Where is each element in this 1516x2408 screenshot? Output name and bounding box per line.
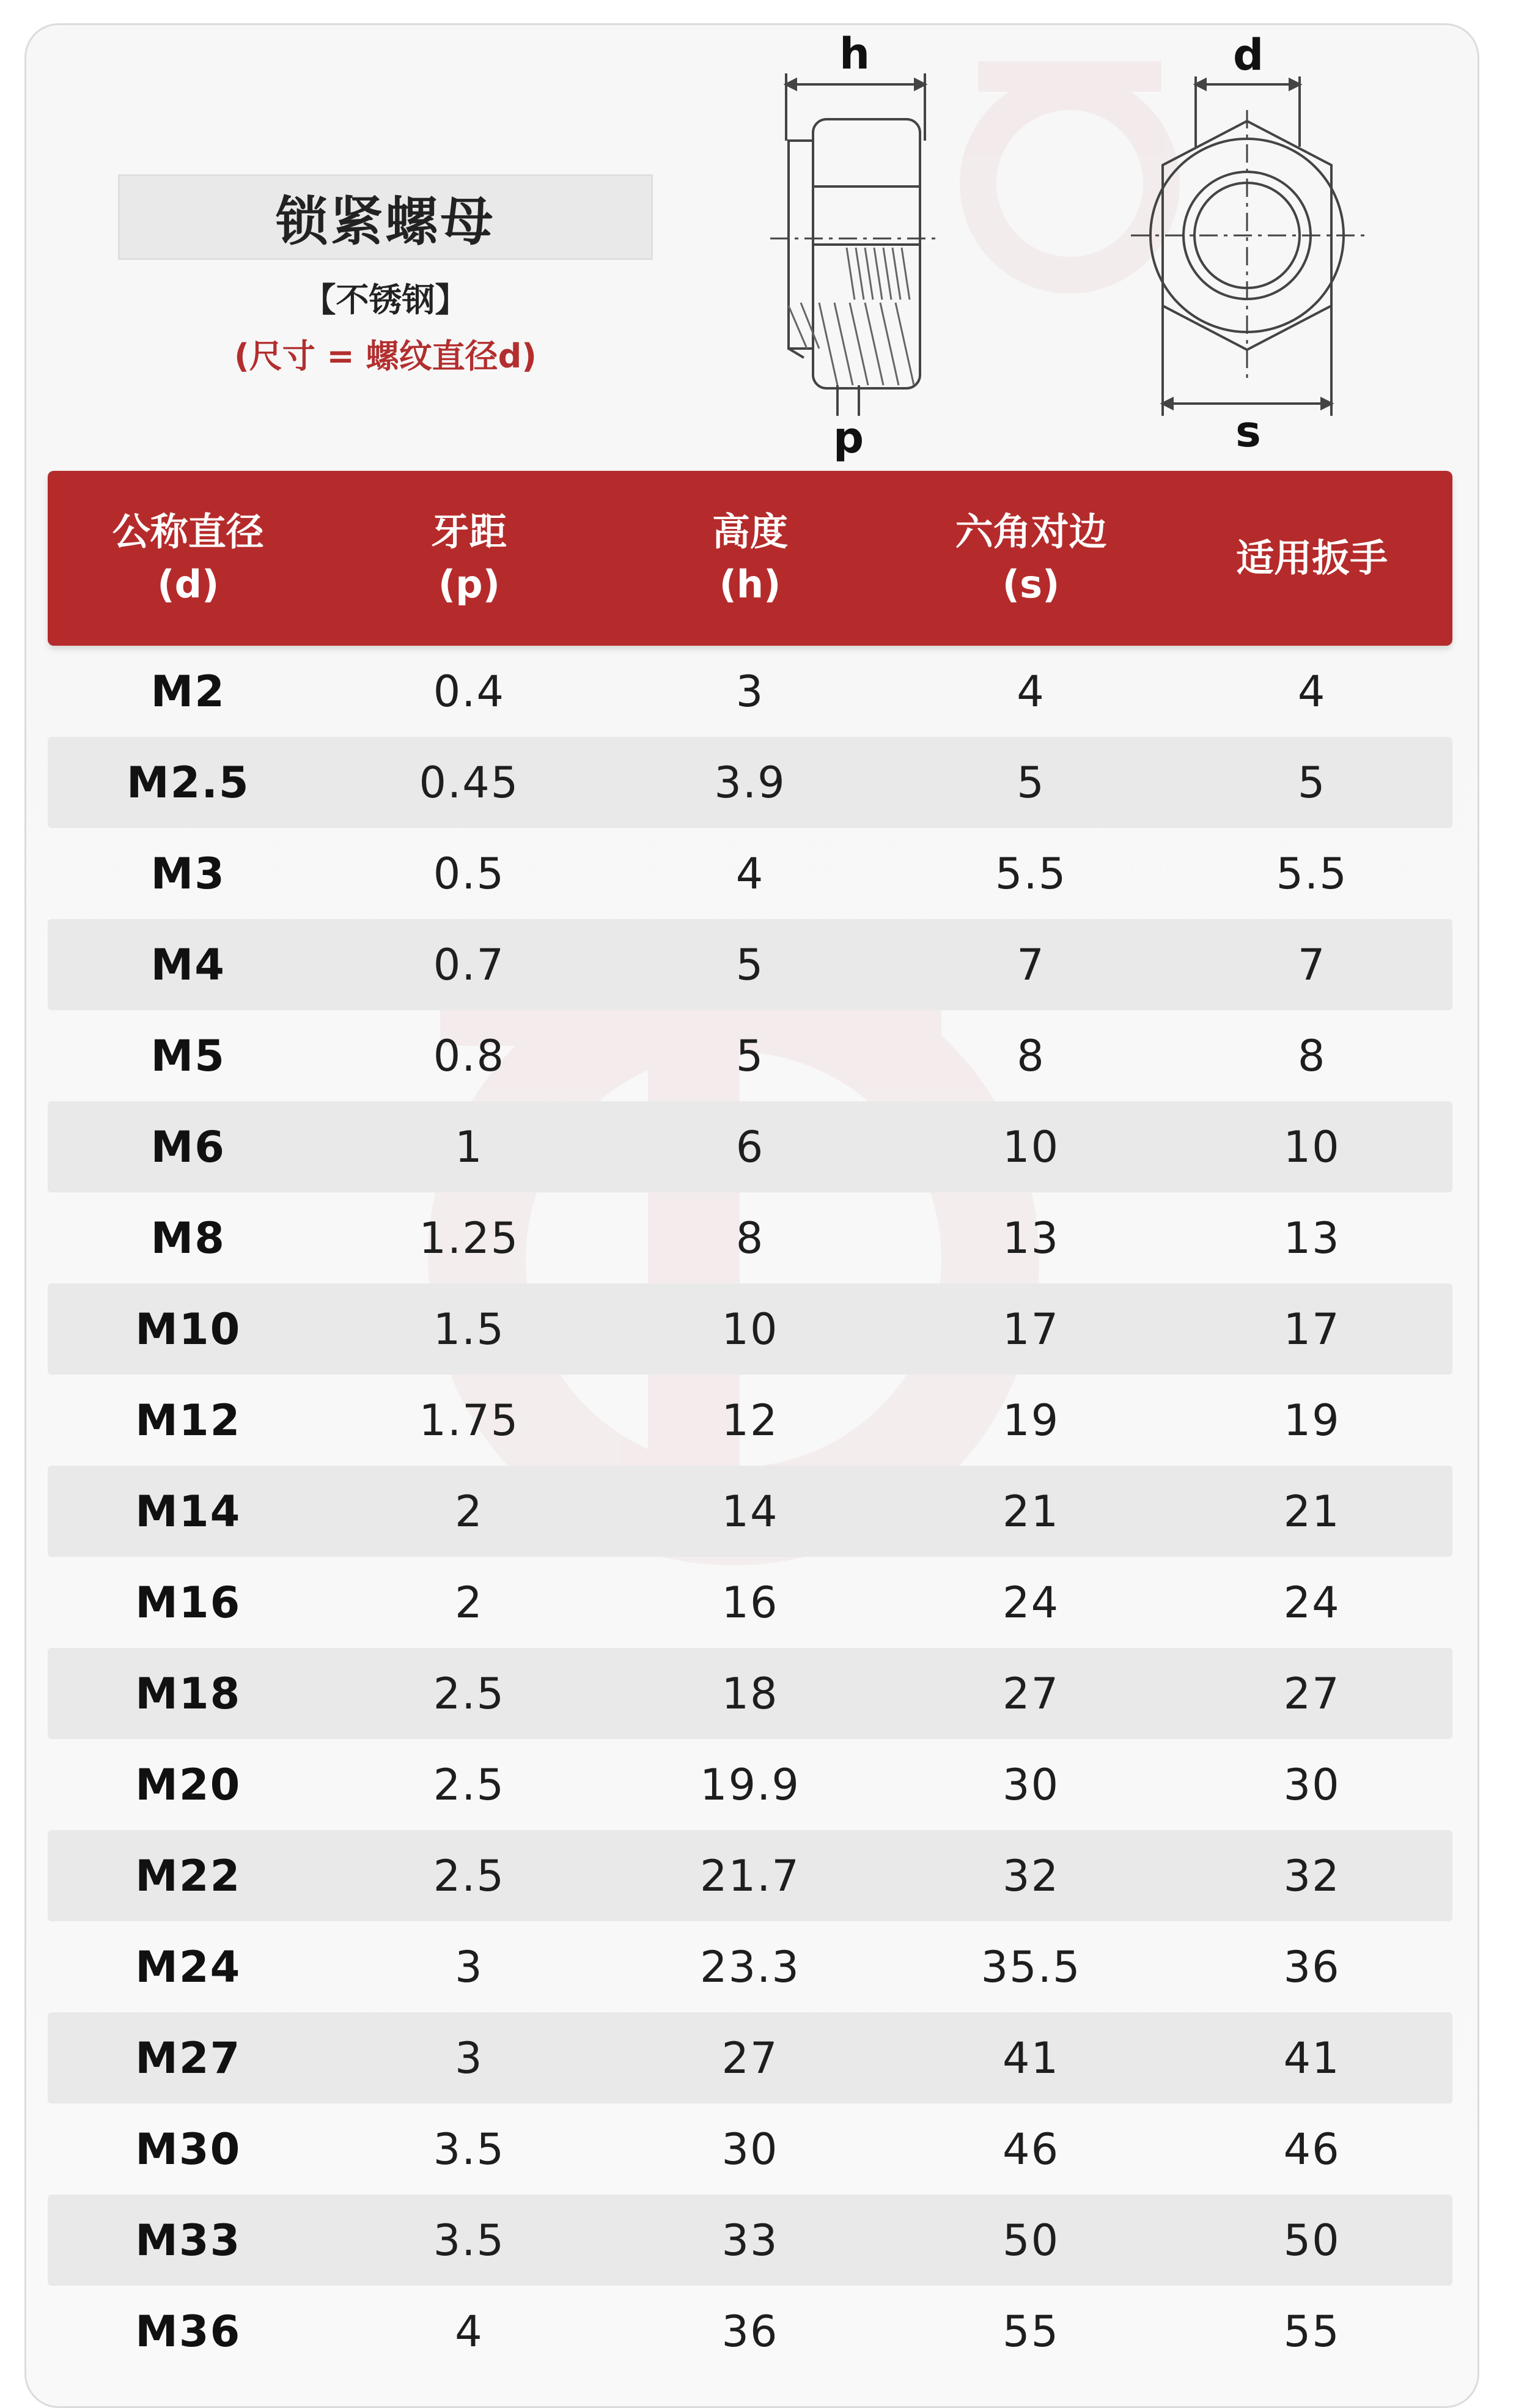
table-cell: 32 — [1003, 1850, 1060, 1901]
table-cell: 2 — [455, 1486, 484, 1537]
table-cell: 32 — [1283, 1850, 1341, 1901]
table-cell: 4 — [455, 2306, 484, 2357]
table-cell: 16 — [721, 1577, 779, 1628]
table-row — [48, 2286, 1452, 2377]
dimension-d-label: d — [1232, 30, 1264, 80]
table-cell: M24 — [135, 1941, 241, 1992]
table-cell: M22 — [135, 1850, 241, 1901]
table-row — [48, 1739, 1452, 1830]
table-cell: 13 — [1003, 1213, 1060, 1263]
table-cell: M27 — [135, 2033, 241, 2083]
product-title: 锁紧螺母 — [118, 174, 653, 260]
size-note: (尺寸 = 螺纹直径d) — [234, 337, 537, 375]
table-cell: 1.75 — [419, 1395, 520, 1446]
table-cell: 19 — [1003, 1395, 1060, 1446]
table-row — [48, 1375, 1452, 1466]
table-row — [48, 2012, 1452, 2103]
table-cell: 30 — [1003, 1759, 1060, 1810]
table-cell: M36 — [135, 2306, 241, 2357]
column-header-wrench: 适用扳手 — [1236, 536, 1388, 580]
dimension-p-label: p — [833, 413, 864, 463]
table-cell: 0.8 — [433, 1030, 506, 1081]
table-row — [48, 646, 1452, 737]
column-header-pitch: 牙距 (p) — [431, 509, 507, 607]
table-cell: 36 — [721, 2306, 779, 2357]
table-cell: 5.5 — [1276, 848, 1348, 899]
table-cell: 23.3 — [700, 1941, 800, 1992]
table-row — [48, 1283, 1452, 1375]
table-cell: M6 — [150, 1121, 226, 1172]
table-cell: 21 — [1283, 1486, 1341, 1537]
table-cell: M18 — [135, 1668, 241, 1719]
table-cell: 2.5 — [433, 1759, 506, 1810]
table-cell: 10 — [1283, 1121, 1341, 1172]
table-cell: 1.25 — [419, 1213, 520, 1263]
table-cell: 13 — [1283, 1213, 1341, 1263]
table-header — [48, 471, 1452, 646]
table-cell: 24 — [1003, 1577, 1060, 1628]
table-cell: 46 — [1283, 2124, 1341, 2174]
dimension-s-label: s — [1235, 407, 1261, 457]
table-cell: 55 — [1003, 2306, 1060, 2357]
table-cell: 36 — [1283, 1941, 1341, 1992]
table-cell: 41 — [1003, 2033, 1060, 2083]
table-cell: 10 — [1003, 1121, 1060, 1172]
table-cell: 2.5 — [433, 1668, 506, 1719]
table-cell: 10 — [721, 1304, 779, 1354]
table-cell: M33 — [135, 2215, 241, 2266]
table-cell: M8 — [150, 1213, 226, 1263]
table-cell: 33 — [721, 2215, 779, 2266]
table-cell: 3.5 — [433, 2215, 506, 2266]
table-cell: 21 — [1003, 1486, 1060, 1537]
table-row — [48, 1830, 1452, 1921]
table-cell: 8 — [1297, 1030, 1326, 1081]
dimension-h-label: h — [839, 29, 870, 79]
spec-table — [48, 471, 1452, 2377]
table-cell: M30 — [135, 2124, 241, 2174]
table-cell: 8 — [1017, 1030, 1045, 1081]
table-cell: M10 — [135, 1304, 241, 1354]
table-cell: M2.5 — [126, 757, 250, 808]
table-row — [48, 737, 1452, 828]
table-cell: 30 — [1283, 1759, 1341, 1810]
table-cell: 35.5 — [981, 1941, 1081, 1992]
column-header-hex-width: 六角对边 (s) — [955, 509, 1107, 607]
table-cell: 50 — [1003, 2215, 1060, 2266]
table-cell: 12 — [721, 1395, 779, 1446]
table-row — [48, 1921, 1452, 2012]
table-row — [48, 1557, 1452, 1648]
table-cell: M14 — [135, 1486, 241, 1537]
table-row — [48, 828, 1452, 919]
table-row — [48, 919, 1452, 1010]
table-cell: M3 — [150, 848, 226, 899]
table-row — [48, 1648, 1452, 1739]
table-cell: 8 — [735, 1213, 765, 1263]
table-row — [48, 1192, 1452, 1283]
table-cell: 19 — [1283, 1395, 1341, 1446]
table-cell: 0.45 — [419, 757, 520, 808]
column-header-diameter: 公称直径 (d) — [112, 509, 264, 607]
table-cell: 2 — [455, 1577, 484, 1628]
table-cell: M12 — [135, 1395, 241, 1446]
table-cell: 0.4 — [433, 666, 506, 717]
table-row — [48, 1101, 1452, 1192]
table-cell: 3 — [455, 1941, 484, 1992]
table-cell: M4 — [150, 939, 226, 990]
table-cell: 4 — [1297, 666, 1326, 717]
table-cell: 3.9 — [714, 757, 786, 808]
table-cell: 55 — [1283, 2306, 1341, 2357]
table-cell: 46 — [1003, 2124, 1060, 2174]
nut-diagrams — [752, 24, 1424, 465]
table-cell: 18 — [721, 1668, 779, 1719]
table-cell: 50 — [1283, 2215, 1341, 2266]
table-row — [48, 2195, 1452, 2286]
table-row — [48, 1466, 1452, 1557]
table-cell: 3.5 — [433, 2124, 506, 2174]
table-cell: 17 — [1003, 1304, 1060, 1354]
front-view-drawing — [1131, 76, 1369, 416]
table-cell: M2 — [150, 666, 226, 717]
table-row — [48, 1010, 1452, 1101]
table-row — [48, 2103, 1452, 2195]
table-cell: M5 — [150, 1030, 226, 1081]
column-header-height: 高度 (h) — [712, 509, 788, 607]
table-cell: 3 — [735, 666, 765, 717]
table-cell: 0.5 — [433, 848, 506, 899]
table-cell: 27 — [1003, 1668, 1060, 1719]
table-cell: 5 — [1297, 757, 1326, 808]
material-label: 【不锈钢】 — [303, 281, 468, 319]
table-cell: 27 — [721, 2033, 779, 2083]
table-cell: 17 — [1283, 1304, 1341, 1354]
table-cell: 0.7 — [433, 939, 506, 990]
table-cell: 7 — [1297, 939, 1326, 990]
table-body — [48, 646, 1452, 2377]
table-cell: M20 — [135, 1759, 241, 1810]
table-cell: 5 — [735, 939, 765, 990]
table-cell: 5 — [735, 1030, 765, 1081]
table-cell: 21.7 — [700, 1850, 800, 1901]
table-cell: M16 — [135, 1577, 241, 1628]
table-cell: 41 — [1283, 2033, 1341, 2083]
table-cell: 4 — [735, 848, 765, 899]
table-cell: 1 — [455, 1121, 484, 1172]
table-cell: 27 — [1283, 1668, 1341, 1719]
table-cell: 6 — [735, 1121, 765, 1172]
table-cell: 2.5 — [433, 1850, 506, 1901]
table-cell: 5 — [1017, 757, 1045, 808]
table-cell: 19.9 — [700, 1759, 800, 1810]
table-cell: 7 — [1017, 939, 1045, 990]
table-cell: 1.5 — [433, 1304, 506, 1354]
table-cell: 14 — [721, 1486, 779, 1537]
table-cell: 4 — [1017, 666, 1045, 717]
table-cell: 30 — [721, 2124, 779, 2174]
table-cell: 24 — [1283, 1577, 1341, 1628]
table-cell: 5.5 — [995, 848, 1067, 899]
table-cell: 3 — [455, 2033, 484, 2083]
side-view-drawing — [770, 73, 935, 416]
